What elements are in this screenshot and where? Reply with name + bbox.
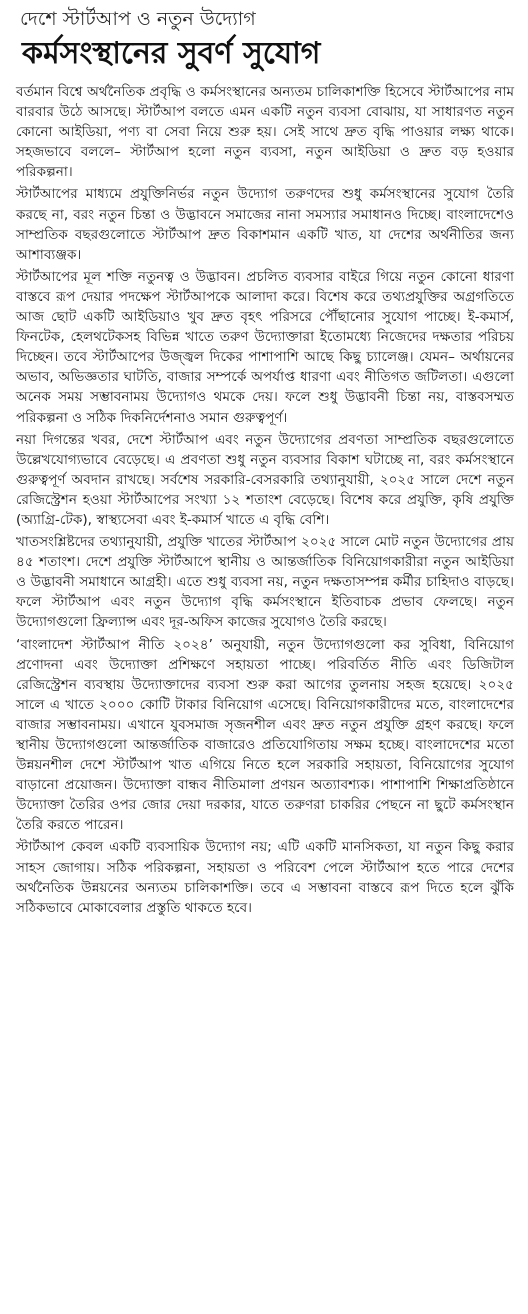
- paragraph: খাতসংশ্লিষ্টদের তথ্যানুযায়ী, প্রযুক্তি খাতের স্টার্টআপ ২০২৫ সালে মোট নতুন উদ্যোগের প্রায় ৪৫ শতাংশ। দেশে প্রযুক্তি স্টার্টআপে স্থানীয় ও আন্তর্জাতিক বিনিয়োগকারীরা নতুন আইডিয়া ও উদ্ভাবনী সমাধানে আগ্রহী। এতে শুধু ব্যবসা নয়, নতুন দক্ষতাসম্পন্ন কর্মীর চাহিদাও বাড়ছে। ফলে স্টার্টআপ এবং নতুন উদ্যোগ বৃদ্ধি কর্মসংস্থানে ইতিবাচক প্রভাব ফেলছে। নতুন উদ্যোগগুলো ফ্রিল্যান্স এবং দূর-অফিস কাজের সুযোগও তৈরি করছে।: [16, 534, 514, 631]
- paragraph: নয়া দিগন্তের খবর, দেশে স্টার্টআপ এবং নতুন উদ্যোগের প্রবণতা সাম্প্রতিক বছরগুলোতে উল্লেখযোগ্যভাবে বেড়েছে। এ প্রবণতা শুধু নতুন ব্যবসার বিকাশ ঘটাচ্ছে না, বরং কর্মসংস্থানে গুরুত্বপূর্ণ অবদান রাখছে। সর্বশেষ সরকারি-বেসরকারি তথ্যানুযায়ী, ২০২৫ সালে দেশে নতুন রেজিস্ট্রেশন হওয়া স্টার্টআপের সংখ্যা ১২ শতাংশ বেড়েছে। বিশেষ করে প্রযুক্তি, কৃষি প্রযুক্তি (অ্যাগ্রি-টেক), স্বাস্থ্যসেবা এবং ই-কমার্স খাতে এ বৃদ্ধি বেশি।: [16, 431, 514, 528]
- paragraph: স্টার্টআপের মূল শক্তি নতুনত্ব ও উদ্ভাবন। প্রচলিত ব্যবসার বাইরে গিয়ে নতুন কোনো ধারণা বাস্তবে রূপ দেয়ার পদক্ষেপ স্টার্টআপকে আলাদা করে। বিশেষ করে তথ্যপ্রযুক্তির অগ্রগতিতে আজ ছোট একটি আইডিয়াও খুব দ্রুত বৃহৎ পরিসরে পৌঁছানোর সুযোগ পাচ্ছে। ই-কমার্স, ফিনটেক, হেলথটেকসহ বিভিন্ন খাতে তরুণ উদ্যোক্তারা ইতোমধ্যে নিজেদের দক্ষতার পরিচয় দিচ্ছেন। তবে স্টার্টআপের উজ্জ্বল দিকের পাশাপাশি আছে কিছু চ্যালেঞ্জ। যেমন– অর্থায়নের অভাব, অভিজ্ঞতার ঘাটতি, বাজার সম্পর্কে অপর্যাপ্ত ধারণা এবং নীতিগত জটিলতা। এগুলো অনেক সময় সম্ভাবনাময় উদ্যোগও থমকে দেয়। ফলে শুধু উদ্ভাবনী চিন্তা নয়, বাস্তবসম্মত পরিকল্পনা ও সঠিক দিকনির্দেশনাও সমান গুরুত্বপূর্ণ।: [16, 268, 514, 426]
- paragraph: স্টার্টআপ কেবল একটি ব্যবসায়িক উদ্যোগ নয়; এটি একটি মানসিকতা, যা নতুন কিছু করার সাহস জোগায়। সঠিক পরিকল্পনা, সহায়তা ও পরিবেশ পেলে স্টার্টআপ হতে পারে দেশের অর্থনৈতিক উন্নয়নের অন্যতম চালিকাশক্তি। তবে এ সম্ভাবনা বাস্তবে রূপ দিতে হলে ঝুঁকি সঠিকভাবে মোকাবেলার প্রস্তুতি থাকতে হবে।: [16, 839, 514, 916]
- paragraph: স্টার্টআপের মাধ্যমে প্রযুক্তিনির্ভর নতুন উদ্যোগ তরুণদের শুধু কর্মসংস্থানের সুযোগ তৈরি করছে না, বরং নতুন চিন্তা ও উদ্ভাবনে সমাজের নানা সমস্যার সমাধানও দিচ্ছে। বাংলাদেশেও সাম্প্রতিক বছরগুলোতে স্টার্টআপ দ্রুত বিকাশমান একটি খাত, যা দেশের অর্থনীতির জন্য আশাব্যঞ্জক।: [16, 186, 514, 263]
- kicker-line: দেশে স্টার্টআপ ও নতুন উদ্যোগ: [20, 8, 256, 30]
- paragraph: ‘বাংলাদেশ স্টার্টআপ নীতি ২০২৪’ অনুযায়ী, নতুন উদ্যোগগুলো কর সুবিধা, বিনিয়োগ প্রণোদনা এবং উদ্যোক্তা প্রশিক্ষণে সহায়তা পাচ্ছে। পরিবর্তিত নীতি এবং ডিজিটাল রেজিস্ট্রেশন ব্যবস্থায় উদ্যোক্তাদের ব্যবসা শুরু করা আগের তুলনায় সহজ হয়েছে। ২০২৫ সালে এ খাতে ২০০০ কোটি টাকার বিনিয়োগ এসেছে। বিনিয়োগকারীদের মতে, বাংলাদেশের বাজার সম্ভাবনাময়। এখানে যুবসমাজ সৃজনশীল এবং দ্রুত নতুন প্রযুক্তি গ্রহণ করছে। ফলে স্থানীয় উদ্যোগগুলো আন্তর্জাতিক বাজারেও প্রতিযোগিতায় সক্ষম হচ্ছে। বাংলাদেশের মতো উন্নয়নশীল দেশে স্টার্টআপ খাত এগিয়ে নিতে হলে সরকারি সহায়তা, বিনিয়োগের সুযোগ বাড়ানো প্রয়োজন। উদ্যোক্তা বান্ধব নীতিমালা প্রণয়ন অত্যাবশ্যক। পাশাপাশি শিক্ষাপ্রতিষ্ঠানে উদ্যোক্তা তৈরির ওপর জোর দেয়া দরকার, যাতে তরুণরা চাকরির পেছনে না ছুটে কর্মসংস্থান তৈরি করতে পারেন।: [16, 636, 514, 834]
- article-body: [16, 82, 514, 918]
- headline: কর্মসংস্থানের সুবর্ণ সুযোগ: [22, 36, 321, 71]
- paragraph: বর্তমান বিশ্বে অর্থনৈতিক প্রবৃদ্ধি ও কর্মসংস্থানের অন্যতম চালিকাশক্তি হিসেবে স্টার্টআপের নাম বারবার উঠে আসছে। স্টার্টআপ বলতে এমন একটি নতুন ব্যবসা বোঝায়, যা সাধারণত নতুন কোনো আইডিয়া, পণ্য বা সেবা নিয়ে শুরু হয়। সেই সাথে দ্রুত বৃদ্ধি পাওয়ার লক্ষ্য থাকে। সহজভাবে বললে– স্টার্টআপ হলো নতুন ব্যবসা, নতুন আইডিয়া ও দ্রুত বড় হওয়ার পরিকল্পনা।: [16, 84, 514, 181]
